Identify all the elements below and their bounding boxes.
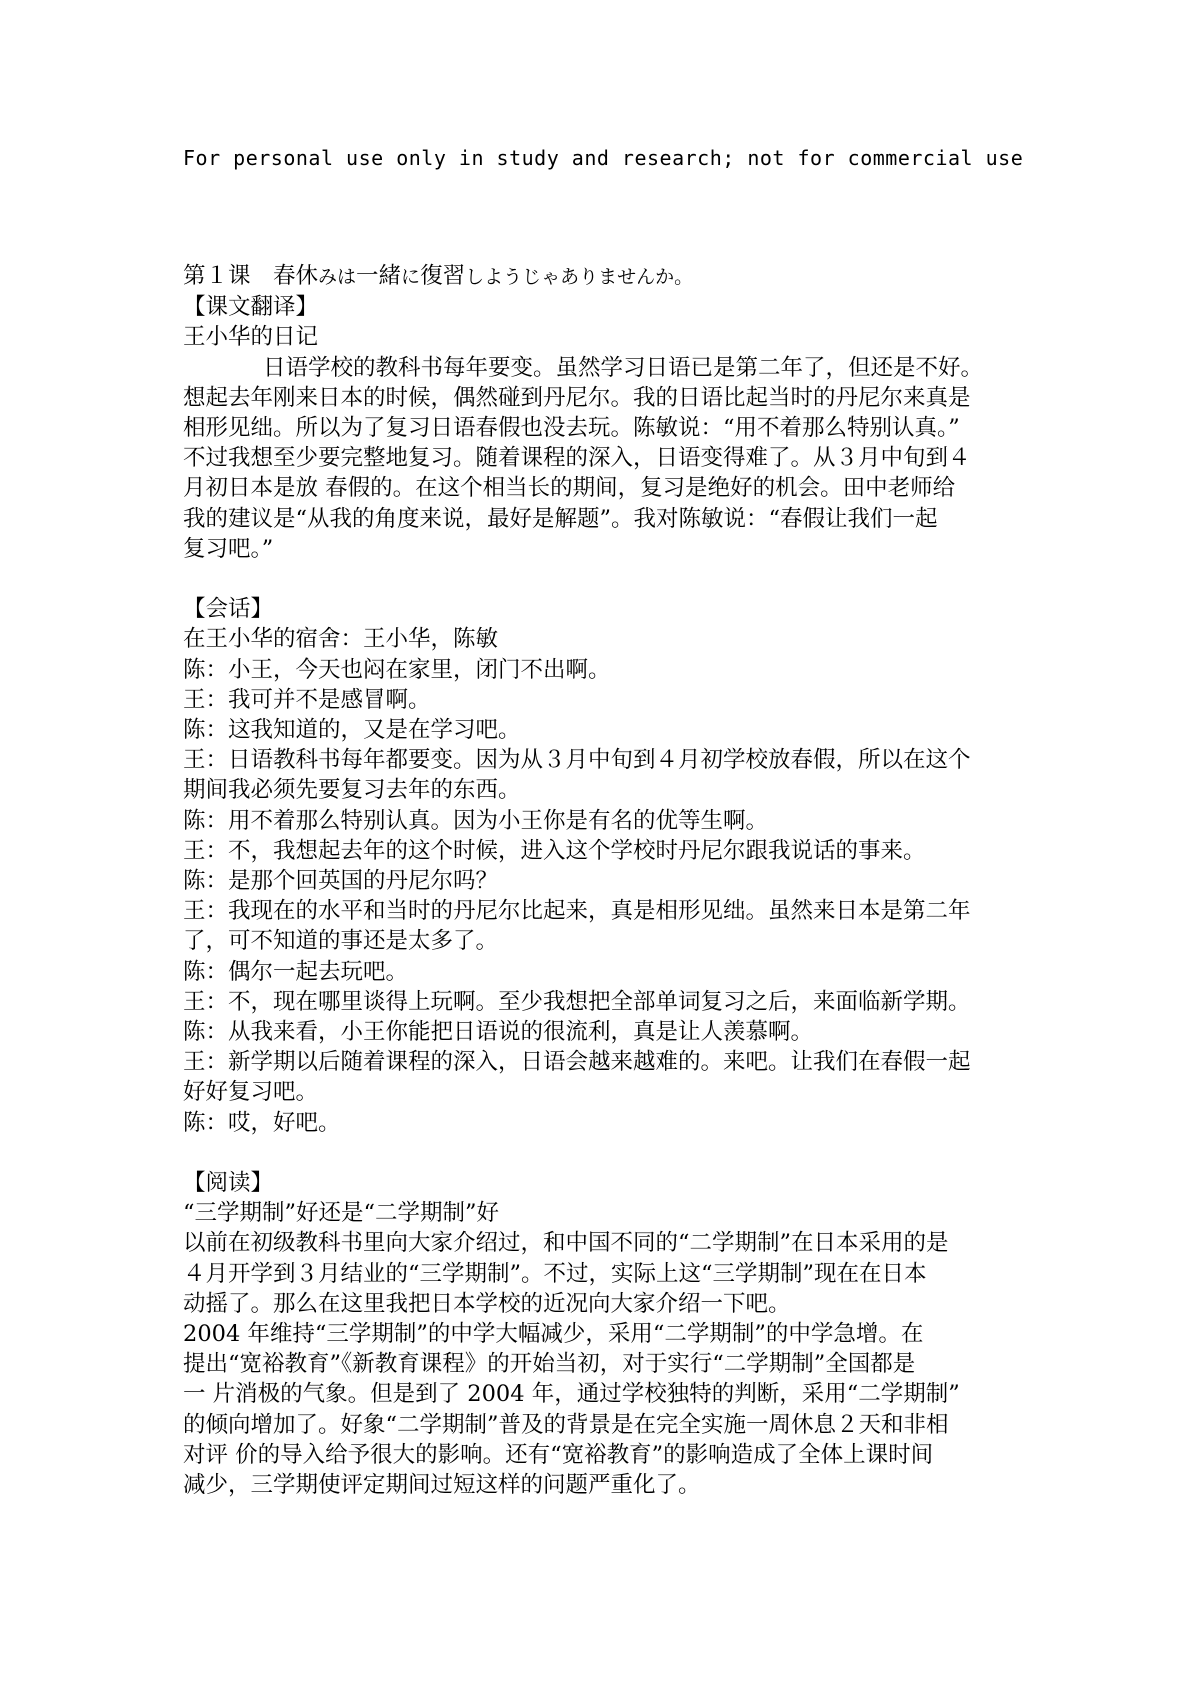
conversation-line: 陈：从我来看，小王你能把日语说的很流利，真是让人羡慕啊。 (183, 1019, 814, 1046)
reading-line: 以前在初级教科书里向大家介绍过，和中国不同的“二学期制”在日本采用的是 (183, 1230, 949, 1257)
reading-line: 减少，三学期使评定期间过短这样的问题严重化了。 (183, 1472, 701, 1499)
lesson-title (183, 261, 1023, 292)
reading-line: 对评 价的导入给予很大的影响。还有“宽裕教育”的影响造成了全体上课时间 (183, 1441, 934, 1468)
conversation-heading: 【会话】 (183, 596, 274, 623)
lesson-title-kana-1: みは (318, 266, 357, 288)
translation-subtitle: 王小华的日记 (183, 324, 319, 351)
translation-line: 复习吧。” (183, 535, 274, 562)
lesson-title-kanji-1: 一緒 (356, 263, 402, 289)
conversation-line: 陈：哎，好吧。 (183, 1109, 341, 1136)
reading-subtitle: “三学期制”好还是“二学期制”好 (183, 1200, 500, 1227)
conversation-line: 好好复习吧。 (183, 1079, 319, 1106)
translation-heading: 【课文翻译】 (183, 294, 319, 321)
document-body (183, 261, 1023, 1500)
translation-line: 我的建议是“从我的角度来说，最好是解题”。我对陈敏说：“春假让我们一起 (183, 505, 938, 532)
conversation-line: 王：日语教科书每年都要变。因为从３月中旬到４月初学校放春假，所以在这个 (183, 747, 971, 774)
spacer (183, 564, 1023, 594)
translation-line: 想起去年刚来日本的时候，偶然碰到丹尼尔。我的日语比起当时的丹尼尔来真是 (183, 384, 971, 411)
conversation-line: 陈：是那个回英国的丹尼尔吗？ (183, 868, 499, 895)
reading-line: 的倾向增加了。好象“二学期制”普及的背景是在完全实施一周休息２天和非相 (183, 1411, 949, 1438)
reading-line: ４月开学到３月结业的“三学期制”。不过，实际上这“三学期制”现在在日本 (183, 1260, 927, 1287)
reading-line: 2004 年维持“三学期制”的中学大幅减少，采用“二学期制”的中学急增。在 (183, 1321, 924, 1348)
conversation-line: 在王小华的宿舍：王小华，陈敏 (183, 626, 499, 653)
translation-line: 相形见绌。所以为了复习日语春假也没去玩。陈敏说：“用不着那么特别认真。” (183, 415, 960, 442)
conversation-line: 了，可不知道的事还是太多了。 (183, 928, 499, 955)
translation-line: 不过我想至少要完整地复习。随着课程的深入，日语变得难了。从３月中旬到４ (183, 445, 971, 472)
conversation-line: 陈：这我知道的，又是在学习吧。 (183, 717, 521, 744)
lesson-title-kana-3: しようじゃありませんか。 (465, 266, 694, 288)
reading-line: 一 片消极的气象。但是到了 2004 年，通过学校独特的判断，采用“二学期制” (183, 1381, 960, 1408)
translation-line: 月初日本是放 春假的。在这个相当长的期间，复习是绝好的机会。田中老师给 (183, 475, 956, 502)
conversation-line: 陈：偶尔一起去玩吧。 (183, 958, 409, 985)
spacer (183, 1138, 1023, 1168)
conversation-line: 期间我必须先要复习去年的东西。 (183, 777, 521, 804)
conversation-line: 王：不，我想起去年的这个时候，进入这个学校时丹尼尔跟我说话的事来。 (183, 837, 926, 864)
lesson-title-kanji-2: 復習 (420, 263, 466, 289)
conversation-line: 王：我现在的水平和当时的丹尼尔比起来，真是相形见绌。虽然来日本是第二年 (183, 898, 971, 925)
usage-notice: For personal use only in study and research; not for commercial use (183, 146, 1024, 170)
conversation-line: 王：我可并不是感冒啊。 (183, 686, 431, 713)
conversation-line: 陈：用不着那么特别认真。因为小王你是有名的优等生啊。 (183, 807, 769, 834)
conversation-line: 王：新学期以后随着课程的深入，日语会越来越难的。来吧。让我们在春假一起 (183, 1049, 971, 1076)
reading-line: 提出“宽裕教育”《新教育课程》的开始当初，对于实行“二学期制”全国都是 (183, 1351, 916, 1378)
reading-heading: 【阅读】 (183, 1170, 274, 1197)
reading-line: 动摇了。那么在这里我把日本学校的近况向大家介绍一下吧。 (183, 1290, 791, 1317)
lesson-title-kana-2: に (401, 266, 421, 288)
conversation-line: 陈：小王，今天也闷在家里，闭门不出啊。 (183, 656, 611, 683)
conversation-line: 王：不，现在哪里谈得上玩啊。至少我想把全部单词复习之后，来面临新学期。 (183, 988, 971, 1015)
lesson-title-prefix: 第１课 春休 (183, 263, 319, 289)
translation-line: 日语学校的教科书每年要变。虽然学习日语已是第二年了，但还是不好。 (263, 354, 984, 381)
